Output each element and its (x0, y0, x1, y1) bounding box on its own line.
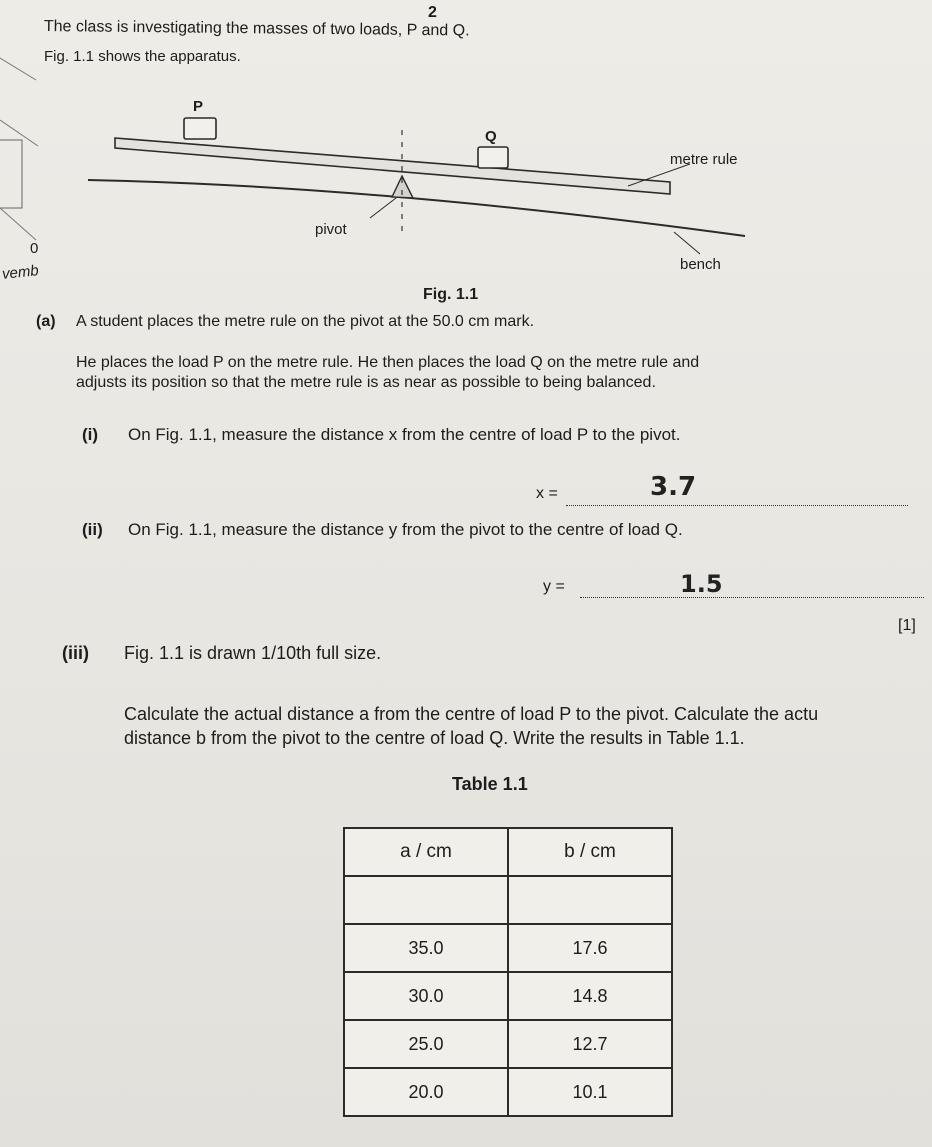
label-p: P (193, 98, 204, 115)
answer-x-handwritten: 3.7 (650, 472, 697, 502)
cell-b: 17.6 (508, 924, 672, 972)
part-iii-label: (iii) (62, 643, 89, 663)
label-bench: bench (680, 256, 721, 273)
part-a-line-1: A student places the metre rule on the pivot at the 50.0 cm mark. (76, 313, 535, 330)
label-metre-rule: metre rule (670, 151, 738, 168)
cell-b: 12.7 (508, 1020, 672, 1068)
label-pivot: pivot (315, 221, 347, 238)
part-ii-text: On Fig. 1.1, measure the distance y from the pivot to the centre of load Q. (128, 520, 683, 539)
part-a-para-line-2: adjusts its position so that the metre rule is as near as possible to being balanced. (76, 374, 656, 391)
answer-y-line[interactable] (580, 597, 924, 598)
intro-line-2: Fig. 1.1 shows the apparatus. (44, 48, 241, 65)
part-a-label: (a) (36, 313, 56, 330)
cell-b: 10.1 (508, 1068, 672, 1116)
part-iii-text: Fig. 1.1 is drawn 1/10th full size. (124, 643, 382, 663)
metre-rule (115, 138, 670, 194)
cell-b-empty[interactable] (508, 876, 672, 924)
cell-b: 14.8 (508, 972, 672, 1020)
part-i-text: On Fig. 1.1, measure the distance x from the centre of load P to the pivot. (128, 425, 681, 444)
table-row (344, 876, 672, 924)
cell-a: 35.0 (344, 924, 508, 972)
answer-y-label: y = (543, 578, 565, 595)
part-a-para-line-1: He places the load P on the metre rule. He then places the load Q on the metre rule and (76, 354, 700, 371)
cell-a-empty[interactable] (344, 876, 508, 924)
part-iii-para-line-1: Calculate the actual distance a from the centre of load P to the pivot. Calculate the actu (124, 704, 819, 724)
table-title: Table 1.1 (452, 774, 528, 794)
figure-caption: Fig. 1.1 (423, 286, 479, 303)
cell-a: 30.0 (344, 972, 508, 1020)
part-i-label: (i) (82, 425, 99, 444)
part-ii-label: (ii) (82, 520, 103, 539)
results-table (343, 827, 673, 1117)
margin-text-2: vemb (1, 262, 40, 283)
apparatus-diagram (80, 88, 780, 288)
table-header-row (344, 828, 672, 876)
header-b-cm: b / cm (508, 828, 672, 876)
table-row (344, 1020, 672, 1068)
load-p-box (184, 118, 216, 139)
marks-label: [1] (898, 617, 916, 634)
answer-y-handwritten: 1.5 (680, 570, 723, 598)
cell-a: 20.0 (344, 1068, 508, 1116)
label-q: Q (485, 128, 497, 145)
page-number: 2 (428, 4, 437, 21)
answer-x-label: x = (536, 485, 558, 502)
table-row (344, 1068, 672, 1116)
intro-line-1: The class is investigating the masses of two loads, P and Q. (43, 18, 470, 40)
table-row (344, 924, 672, 972)
answer-x-line[interactable] (566, 505, 908, 506)
load-q-box (478, 147, 508, 168)
margin-text-1: 0 (30, 240, 39, 257)
cell-a: 25.0 (344, 1020, 508, 1068)
part-iii-para-line-2: distance b from the pivot to the centre of load Q. Write the results in Table 1.1. (124, 728, 745, 748)
header-a-cm: a / cm (344, 828, 508, 876)
table-row (344, 972, 672, 1020)
